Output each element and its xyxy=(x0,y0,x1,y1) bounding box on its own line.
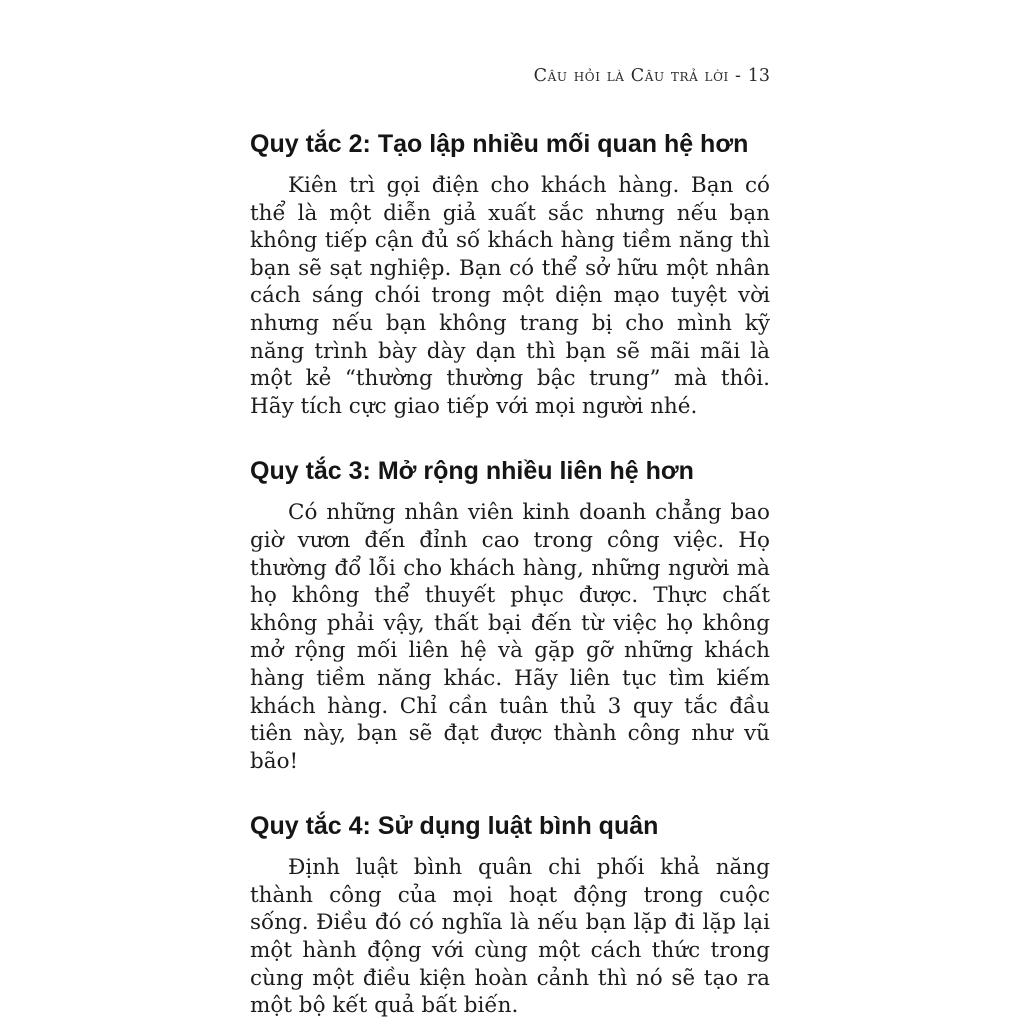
running-header-separator: - xyxy=(728,66,748,86)
section-rule-2 xyxy=(250,130,770,420)
running-header-title: Câu hỏi là Câu trả lời xyxy=(533,66,729,86)
section-paragraph-rule-3: Có những nhân viên kinh doanh chẳng bao giờ vươn đến đỉnh cao trong công việc. Họ thường đổ lỗi cho khách hàng, những người mà họ không thể thuyết phục được. Thực chất không phải vậy, thất bại đến từ việc họ không mở rộng mối liên hệ và gặp gỡ những khách hàng tiềm năng khác. Hãy liên tục tìm kiếm khách hàng. Chỉ cần tuân thủ 3 quy tắc đầu tiên này, bạn sẽ đạt được thành công như vũ bão! xyxy=(250,500,770,774)
section-rule-3 xyxy=(250,457,770,775)
section-paragraph-rule-2: Kiên trì gọi điện cho khách hàng. Bạn có thể là một diễn giả xuất sắc nhưng nếu bạn không tiếp cận đủ số khách hàng tiềm năng thì bạn sẽ sạt nghiệp. Bạn có thể sở hữu một nhân cách sáng chói trong một diện mạo tuyệt vời nhưng nếu bạn không trang bị cho mình kỹ năng trình bày dày dạn thì bạn sẽ mãi mãi là một kẻ “thường thường bậc trung” mà thôi. Hãy tích cực giao tiếp với mọi người nhé. xyxy=(250,173,770,419)
section-heading-rule-3: Quy tắc 3: Mở rộng nhiều liên hệ hơn xyxy=(250,457,694,486)
running-header xyxy=(250,66,770,86)
page-content xyxy=(250,130,770,1020)
page-number: 13 xyxy=(747,66,770,86)
section-rule-4 xyxy=(250,812,770,1020)
section-heading-rule-2: Quy tắc 2: Tạo lập nhiều mối quan hệ hơn xyxy=(250,130,749,158)
section-heading-rule-4: Quy tắc 4: Sử dụng luật bình quân xyxy=(250,812,659,841)
section-paragraph-rule-4: Định luật bình quân chi phối khả năng thành công của mọi hoạt động trong cuộc sống. Điều đó có nghĩa là nếu bạn lặp đi lặp lại một hành động với cùng một cách thức trong cùng một điều kiện hoàn cảnh thì nó sẽ tạo ra một bộ kết quả bất biến. xyxy=(250,855,770,1019)
